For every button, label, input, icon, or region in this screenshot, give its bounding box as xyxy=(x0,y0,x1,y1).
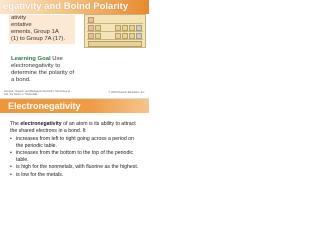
slide-electronegativity xyxy=(0,99,149,198)
element-cell xyxy=(115,25,121,31)
intro-paragraph xyxy=(10,121,142,134)
title-bar xyxy=(0,99,149,113)
element-cell xyxy=(88,33,94,39)
bullet-item: • increases from left to right going across a period on the periodic table. xyxy=(10,136,142,149)
element-row xyxy=(88,41,142,47)
footer-citation: General, Organic, and Biological Chemistry: Structures of Life, 5/e Karen C. Timberlake xyxy=(4,90,70,96)
periodic-table-image xyxy=(84,14,146,48)
element-cell xyxy=(136,33,142,39)
title-bar xyxy=(0,0,149,14)
intro-term: electronegativity xyxy=(20,121,62,127)
slide-electronegativity-bond-polarity xyxy=(0,0,149,99)
learning-goal-text: Use electronegativity to determine the polarity of a bond. xyxy=(11,56,75,83)
table-rule xyxy=(87,39,143,40)
element-cell xyxy=(122,25,128,31)
bullet-item: • is high for the nonmetals, with fluorine as the highest. xyxy=(10,164,142,171)
body-line: (1) to Group 7A (17). xyxy=(11,36,66,43)
element-cell xyxy=(136,25,142,31)
element-cell xyxy=(115,33,121,39)
body-text xyxy=(11,15,81,43)
table-rule xyxy=(87,31,143,32)
element-cell xyxy=(88,17,94,23)
bullet-item: • is low for the metals. xyxy=(10,172,142,179)
body-line: ativity xyxy=(11,15,27,21)
intro-rest: of an atom is its ability to attract the shared electrons in a bond. It xyxy=(10,121,136,134)
element-cell xyxy=(95,25,101,31)
body-line: ements, Group 1A xyxy=(11,29,59,36)
learning-goal-label: Learning Goal xyxy=(11,56,51,62)
body-line: entative xyxy=(11,22,32,29)
slide-title: egativity and Bolnd Polarity xyxy=(3,1,129,12)
page xyxy=(0,0,149,198)
element-cell xyxy=(129,33,135,39)
slide-title: Electronegativity xyxy=(8,101,81,111)
bullet-list xyxy=(10,136,142,180)
element-cell xyxy=(95,33,101,39)
footer-copyright: © 2016 Pearson Education, Inc. xyxy=(108,91,145,94)
element-cell xyxy=(88,25,94,31)
learning-goal xyxy=(11,56,75,84)
bullet-item: • increases from the bottom to the top of the periodic table. xyxy=(10,150,142,163)
intro-prefix: The xyxy=(10,121,21,127)
table-rule xyxy=(87,23,143,24)
element-cell xyxy=(122,33,128,39)
element-cell xyxy=(129,25,135,31)
